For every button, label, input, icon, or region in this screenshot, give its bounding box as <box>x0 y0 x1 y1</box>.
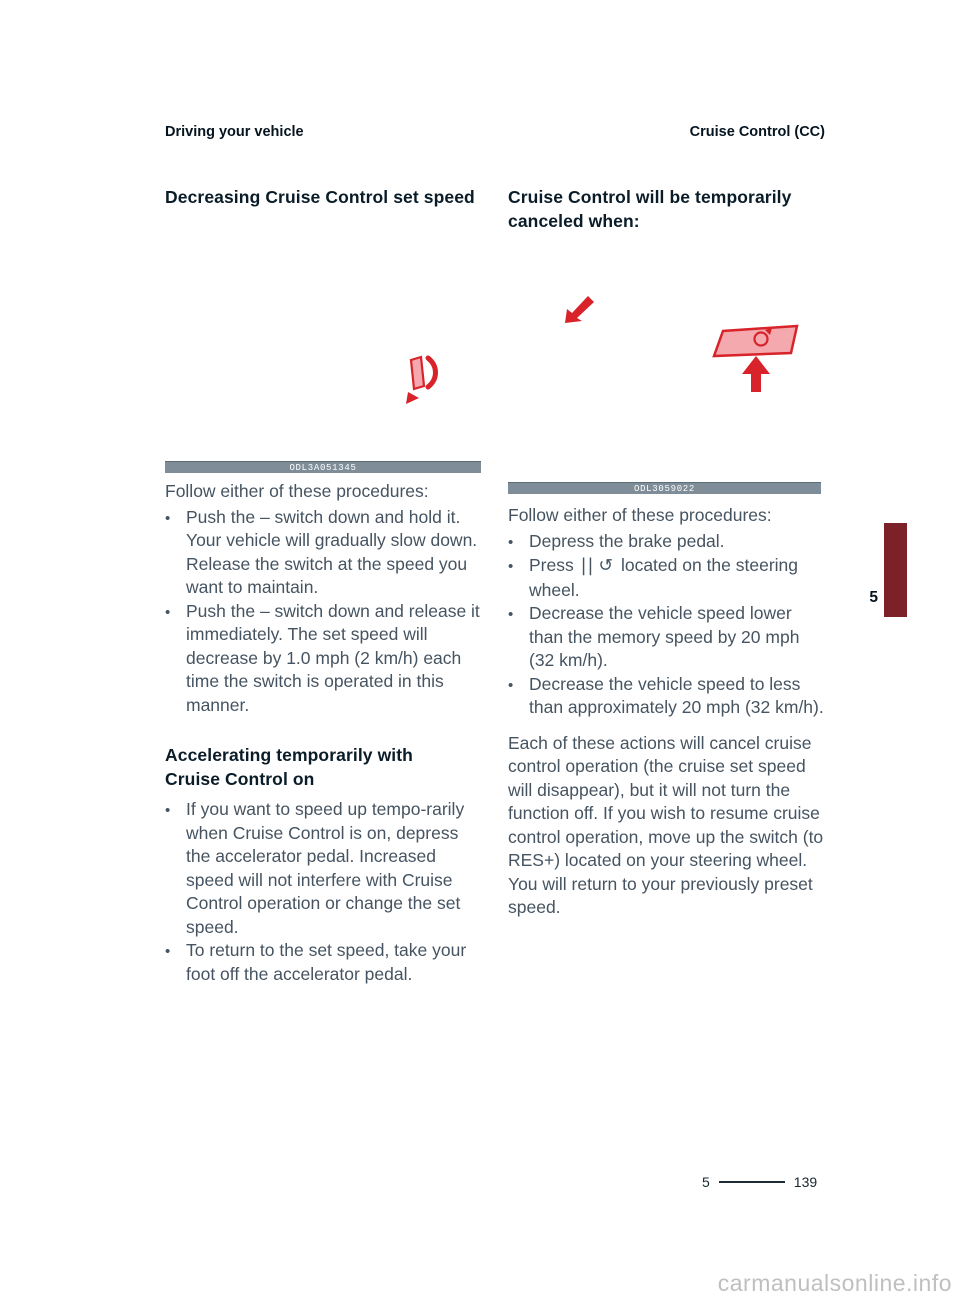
list-item <box>165 798 483 939</box>
list-item <box>165 506 483 600</box>
figure-caption-bar <box>165 461 481 473</box>
list-item-text: Push the – switch down and release it immediately. The set speed will decrease by 1.0 mph (2 km/h) each time the switch is operated in this manner. <box>186 600 480 715</box>
list-item <box>508 554 826 602</box>
list-item <box>508 530 826 555</box>
cancel-explanation-paragraph: Each of these actions will cancel cruise control operation (the cruise set speed will disappear), but it will not turn the function off. If you wish to resume cruise control operation, move up the switch (to RES+) located on your steering wheel. You will return to your previously preset speed. <box>508 732 824 917</box>
heading-accelerating-temporarily: Accelerating temporarily with Cruise Control on <box>165 745 413 789</box>
bullet-marker: • <box>508 606 514 623</box>
brake-pedal-illustration <box>708 324 802 394</box>
press-suffix: located on the steering wheel. <box>529 555 799 600</box>
list-item-text: Push the – switch down and hold it. Your vehicle will gradually slow down. Release the switch at the speed you want to maintain. <box>186 506 478 597</box>
list-item-text <box>529 554 826 602</box>
procedures-intro: Follow either of these procedures: <box>165 481 429 501</box>
list-item <box>165 939 483 986</box>
list-item <box>508 602 826 673</box>
figure-caption-bar <box>508 482 821 494</box>
right-column-text <box>508 504 826 920</box>
heading-temporarily-canceled: Cruise Control will be temporarily canceled when: <box>508 187 792 231</box>
list-item-text: To return to the set speed, take your foot off the accelerator pedal. <box>186 940 467 984</box>
bullet-marker: • <box>508 558 514 575</box>
list-item-text: If you want to speed up tempo-rarily when Cruise Control is on, depress the accelerator pedal. Increased speed will not interfere with Cruise Control operation or change the set speed. <box>186 799 465 937</box>
bullet-marker: • <box>508 533 514 551</box>
footer-chapter-number: 5 <box>702 1174 710 1190</box>
bullet-marker: • <box>508 676 514 694</box>
bullet-marker: • <box>165 943 171 960</box>
footer-page-number: 139 <box>793 1174 818 1190</box>
bullet-marker: • <box>165 603 171 621</box>
list-item <box>508 673 826 720</box>
figure-code: ODL3A051345 <box>289 462 357 473</box>
accelerating-bullet-list <box>165 798 483 986</box>
decreasing-bullet-list <box>165 506 483 718</box>
set-minus-switch-illustration <box>398 354 444 404</box>
bullet-marker: • <box>165 509 171 527</box>
chapter-tab-number: 5 <box>869 589 878 606</box>
press-prefix: Press <box>529 555 574 575</box>
heading-decreasing-set-speed: Decreasing Cruise Control set speed <box>165 187 475 207</box>
list-item <box>165 600 483 718</box>
figure-code: ODL3059022 <box>633 483 695 494</box>
watermark-text: carmanualsonline.info <box>717 1270 952 1296</box>
page-footer <box>702 1174 817 1190</box>
list-item-text: Decrease the vehicle speed lower than the memory speed by 20 mph (32 km/h). <box>529 603 800 670</box>
footer-rule <box>719 1181 785 1183</box>
left-column-text <box>165 480 483 986</box>
list-item-text: Depress the brake pedal. <box>529 530 725 551</box>
steering-lever-arrow-icon <box>562 292 598 328</box>
running-header-section: Driving your vehicle <box>165 124 304 140</box>
running-header-topic: Cruise Control (CC) <box>689 124 825 140</box>
canceled-bullet-list <box>508 530 826 720</box>
cancel-pause-icon: || <box>580 556 595 576</box>
bullet-marker: • <box>165 802 171 819</box>
resume-circle-arrow-icon: ↺ <box>598 556 615 576</box>
procedures-intro: Follow either of these procedures: <box>508 505 772 525</box>
chapter-tab <box>884 523 907 617</box>
list-item-text: Decrease the vehicle speed to less than approximately 20 mph (32 km/h). <box>529 673 824 717</box>
